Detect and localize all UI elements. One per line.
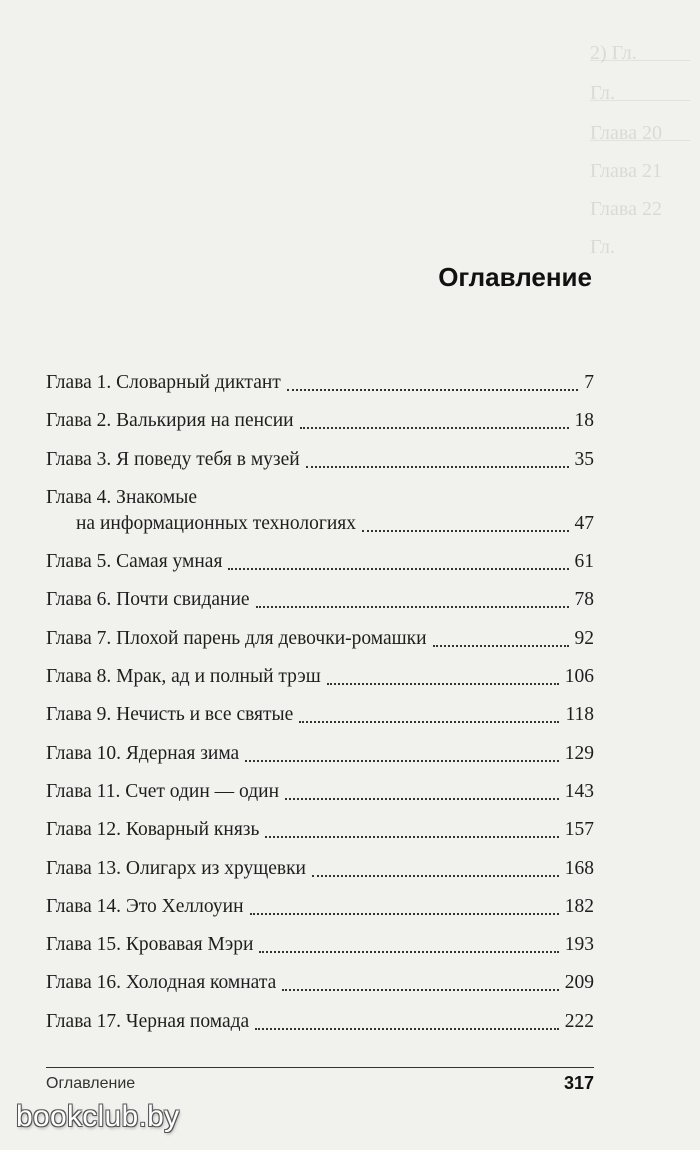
- toc-entry-title: Глава 11. Счет один — один: [46, 780, 280, 802]
- dot-leader: [306, 466, 569, 468]
- dot-leader: [362, 530, 569, 532]
- dot-leader: [287, 389, 578, 391]
- dot-leader: [327, 683, 559, 685]
- toc-entry: [46, 970, 594, 996]
- toc-entry-title: Глава 10. Ядерная зима: [46, 742, 240, 764]
- toc-entry-page: 106: [564, 666, 594, 688]
- toc-entry-title: Глава 16. Холодная комната: [46, 972, 277, 994]
- show-through-text: 2) Гл. Гл. Глава 20 Глава 21 Глава 22 Гл.: [0, 0, 700, 320]
- toc-entry: [46, 549, 594, 575]
- toc-entry-page: 168: [564, 857, 594, 879]
- toc-entry: [46, 664, 594, 690]
- dot-leader: [228, 568, 568, 570]
- page-title: Оглавление: [438, 262, 592, 292]
- toc-entry-title: Глава 8. Мрак, ад и полный трэш: [46, 666, 321, 688]
- toc-entry-title: Глава 3. Я поведу тебя в музей: [46, 448, 300, 470]
- footer-divider: [46, 1067, 594, 1068]
- dot-leader: [250, 913, 559, 915]
- toc-entry-page: 143: [564, 780, 594, 802]
- toc-entry: [46, 485, 594, 537]
- toc-entry-title: Глава 7. Плохой парень для девочки-ромашки: [46, 627, 427, 649]
- toc-entry-page: 7: [584, 372, 594, 393]
- toc-entry-page: 193: [564, 934, 594, 956]
- toc-entry: [46, 894, 594, 920]
- toc-entry-title: Глава 6. Почти свидание: [46, 589, 250, 611]
- dot-leader: [300, 427, 569, 429]
- dot-leader: [282, 989, 559, 991]
- toc-entry-page: 78: [574, 589, 594, 611]
- toc-entry-page: 157: [564, 819, 594, 841]
- toc-entry-page: 222: [564, 1010, 594, 1032]
- dot-leader: [312, 875, 559, 877]
- toc-entry-page: 118: [565, 704, 594, 726]
- toc-entry-title: Глава 13. Олигарх из хрущевки: [46, 857, 306, 879]
- toc-entry-page: 35: [574, 448, 594, 470]
- toc-entry: [46, 779, 594, 805]
- toc-entry: [46, 932, 594, 958]
- toc-entry-title-line2: на информационных технологиях: [76, 512, 356, 534]
- dot-leader: [433, 645, 569, 647]
- toc-entry-page: 209: [564, 972, 594, 994]
- dot-leader: [265, 836, 558, 838]
- running-footer-title: Оглавление: [46, 1075, 136, 1092]
- dot-leader: [255, 1028, 559, 1030]
- dot-leader: [245, 760, 559, 762]
- toc-entry-page: 47: [574, 512, 594, 534]
- toc-entry-page: 92: [574, 627, 594, 649]
- dot-leader: [299, 721, 559, 723]
- toc-entry: [46, 741, 594, 767]
- toc-entry: [46, 1009, 594, 1035]
- watermark-logo: bookclub.by: [16, 1100, 180, 1133]
- dot-leader: [259, 951, 558, 953]
- toc-entry: [46, 370, 594, 396]
- toc-entry: [46, 408, 594, 434]
- toc-entry-title: Глава 12. Коварный князь: [46, 819, 260, 841]
- toc-entry: [46, 626, 594, 652]
- toc-entry-title-line1: Глава 4. Знакомые: [46, 486, 197, 508]
- toc-entry: [46, 817, 594, 843]
- toc-entry-title: Глава 9. Нечисть и все святые: [46, 704, 294, 726]
- toc-entry: [46, 856, 594, 882]
- toc-entry-page: 18: [574, 410, 594, 432]
- toc-entry-page: 61: [574, 551, 594, 573]
- page-number: 317: [563, 1073, 594, 1093]
- table-of-contents: [46, 370, 594, 1047]
- toc-entry-page: 182: [564, 895, 594, 917]
- toc-entry: [46, 447, 594, 473]
- toc-entry-title: [46, 485, 356, 537]
- toc-entry-title: Глава 15. Кровавая Мэри: [46, 934, 254, 956]
- toc-entry: [46, 587, 594, 613]
- dot-leader: [285, 798, 559, 800]
- toc-entry-title: Глава 17. Черная помада: [46, 1010, 250, 1032]
- toc-entry-title: Глава 1. Словарный диктант: [46, 372, 281, 393]
- toc-entry: [46, 702, 594, 728]
- toc-entry-title: Глава 5. Самая умная: [46, 551, 223, 573]
- toc-entry-title: Глава 2. Валькирия на пенсии: [46, 410, 294, 432]
- dot-leader: [256, 606, 569, 608]
- toc-entry-title: Глава 14. Это Хеллоуин: [46, 895, 244, 917]
- toc-entry-page: 129: [564, 742, 594, 764]
